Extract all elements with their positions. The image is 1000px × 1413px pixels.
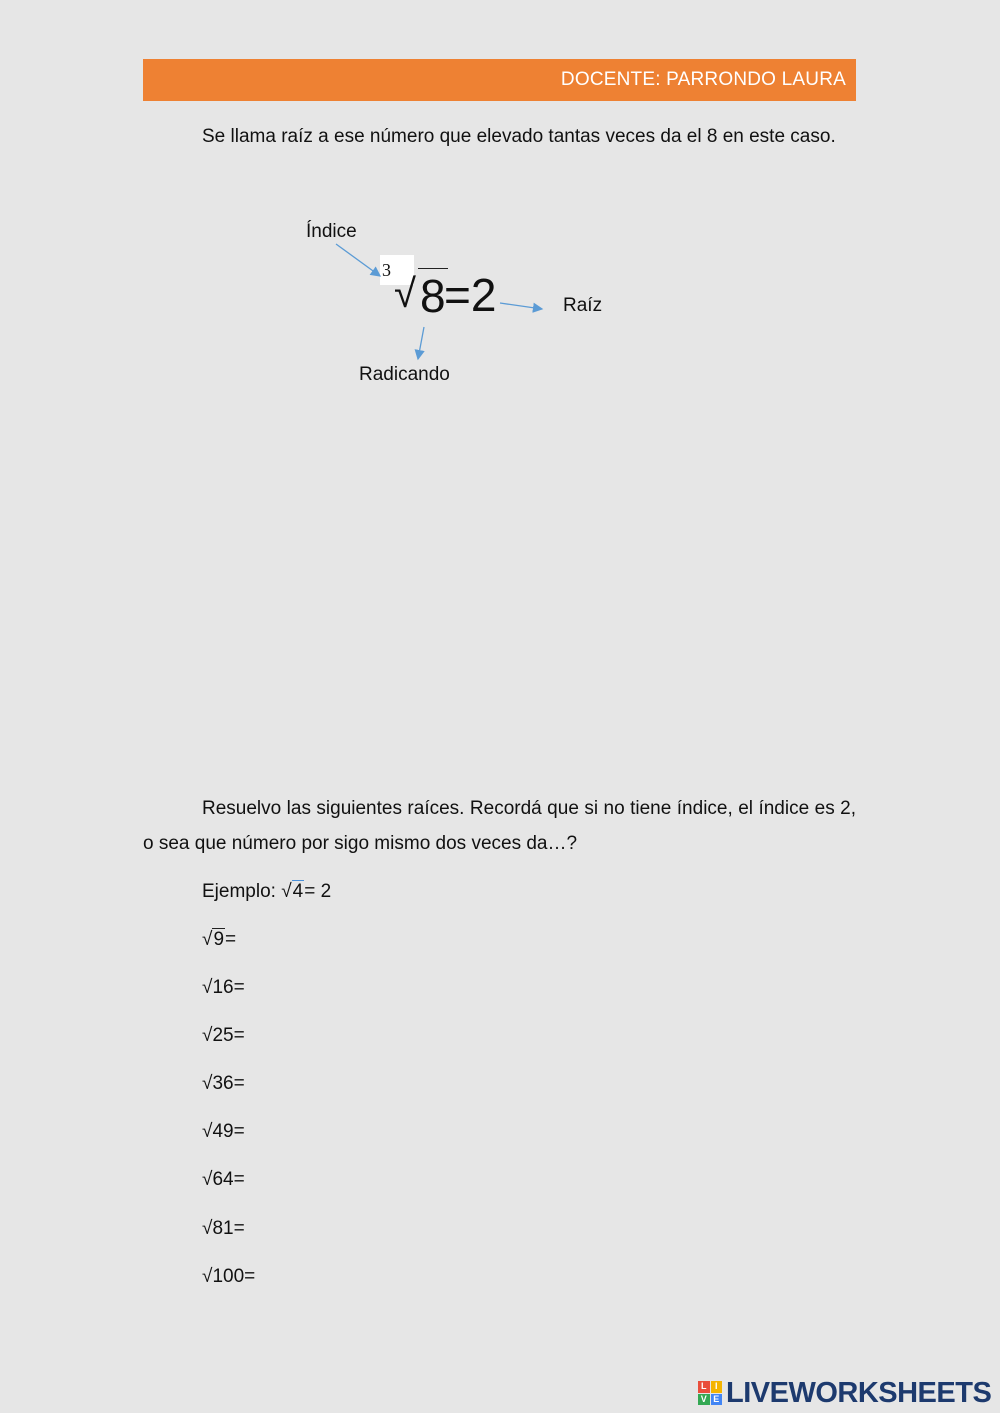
brand-name: LIVEWORKSHEETS	[726, 1376, 992, 1409]
exercise-radical: √	[202, 1169, 213, 1190]
exercise-radicand: 64	[212, 1169, 234, 1190]
exercise-radical: √	[202, 1025, 213, 1046]
exercise-equals: =	[244, 1266, 256, 1287]
diagram-arrows	[0, 0, 1000, 420]
exercise-item[interactable]	[202, 1165, 245, 1195]
exercise-radical: √	[202, 929, 213, 950]
root-arrow	[500, 303, 542, 309]
radicand-value: 8	[420, 270, 446, 322]
exercise-radical: √	[202, 977, 213, 998]
exercise-item[interactable]	[202, 1069, 245, 1099]
exercise-radicand: 100	[212, 1266, 245, 1287]
example-radicand: 4	[292, 881, 304, 902]
exercise-item[interactable]	[202, 925, 236, 955]
exercise-radical: √	[202, 1266, 213, 1287]
exercise-equals: =	[233, 1218, 245, 1239]
exercise-equals: =	[233, 1025, 245, 1046]
exercise-radical: √	[202, 1218, 213, 1239]
root-result: =2	[444, 269, 497, 321]
exercise-radicand: 16	[212, 977, 234, 998]
example-line	[202, 875, 331, 909]
exercise-radical: √	[202, 1121, 213, 1142]
exercise-item[interactable]	[202, 1021, 245, 1051]
logo-mark-icon: L I V E	[698, 1381, 722, 1405]
instruction-paragraph: Resuelvo las siguientes raíces. Recordá que si no tiene índice, el índice es 2, o sea que número por sigo mismo dos veces da…?	[143, 798, 856, 854]
example-prefix: Ejemplo:	[202, 881, 282, 902]
exercise-radical: √	[202, 1073, 213, 1094]
example-result: = 2	[304, 881, 332, 902]
exercise-equals: =	[233, 1169, 245, 1190]
teacher-name: DOCENTE: PARRONDO LAURA	[560, 69, 846, 90]
example-radical: √	[281, 881, 292, 902]
exercise-item[interactable]	[202, 1117, 245, 1147]
exercise-equals: =	[225, 929, 237, 950]
radicand-arrow	[418, 327, 424, 359]
exercise-item[interactable]	[202, 1214, 245, 1244]
index-arrow	[336, 244, 380, 276]
liveworksheets-logo[interactable]	[698, 1376, 991, 1410]
index-label: Índice	[306, 221, 357, 242]
exercise-radicand: 25	[212, 1025, 234, 1046]
radicand-label: Radicando	[359, 364, 450, 385]
root-label: Raíz	[563, 295, 603, 316]
exercise-equals: =	[233, 977, 245, 998]
exercise-radicand: 36	[212, 1073, 234, 1094]
exercise-item[interactable]	[202, 1262, 255, 1292]
exercise-radicand: 49	[212, 1121, 234, 1142]
index-value: 3	[382, 260, 391, 280]
exercise-item[interactable]	[202, 973, 245, 1003]
intro-paragraph: Se llama raíz a ese número que elevado tantas veces da el 8 en este caso.	[202, 126, 836, 147]
exercise-radicand: 81	[212, 1218, 234, 1239]
exercise-equals: =	[233, 1121, 245, 1142]
exercise-equals: =	[233, 1073, 245, 1094]
exercise-radicand: 9	[213, 929, 225, 950]
radical-sign: √	[394, 272, 416, 316]
